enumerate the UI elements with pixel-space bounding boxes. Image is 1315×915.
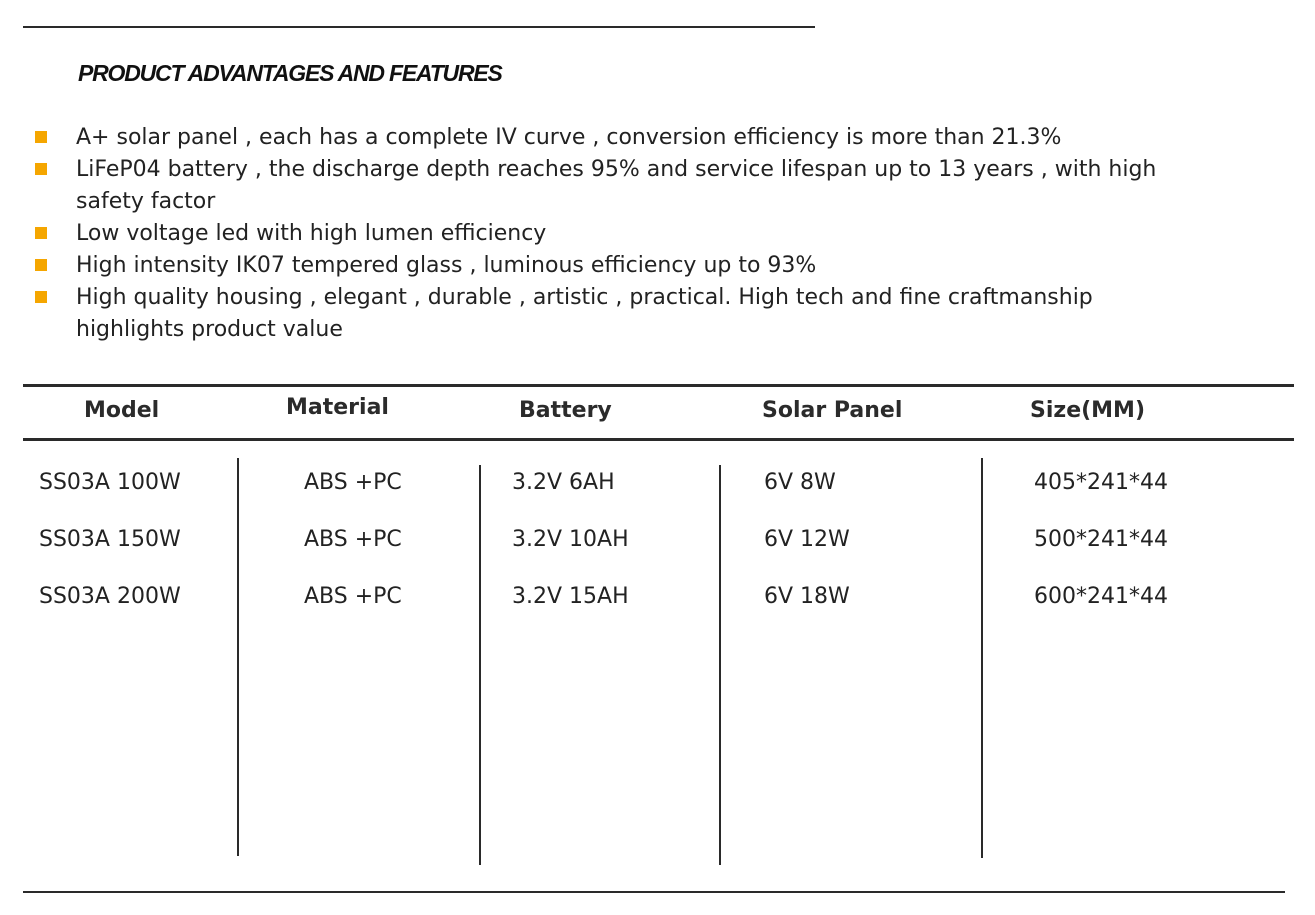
feature-text: LiFeP04 battery , the discharge depth reaches 95% and service lifespan up to 13 years , with high safety factor <box>76 157 1157 214</box>
cell-material: ABS +PC <box>304 470 402 495</box>
cell-battery: 3.2V 15AH <box>512 584 629 609</box>
table-header-rule <box>23 438 1294 441</box>
feature-item <box>0 218 1196 250</box>
cell-model: SS03A 150W <box>39 527 181 552</box>
cell-battery: 3.2V 10AH <box>512 527 629 552</box>
section-heading: PRODUCT ADVANTAGES AND FEATURES <box>78 60 502 86</box>
feature-list <box>0 122 1315 346</box>
column-divider <box>981 458 983 858</box>
feature-text: Low voltage led with high lumen efficiency <box>76 221 547 246</box>
cell-battery: 3.2V 6AH <box>512 470 615 495</box>
cell-model: SS03A 100W <box>39 470 181 495</box>
feature-item <box>0 282 1196 346</box>
cell-solar-panel: 6V 12W <box>764 527 850 552</box>
feature-item <box>0 154 1196 218</box>
feature-text: A+ solar panel , each has a complete IV curve , conversion efficiency is more than 21.3% <box>76 125 1062 150</box>
column-divider <box>237 458 239 856</box>
bullet-square-icon <box>35 291 47 303</box>
bullet-square-icon <box>35 259 47 271</box>
column-header-size: Size(MM) <box>1030 398 1146 423</box>
table-top-rule <box>23 384 1294 387</box>
top-divider <box>23 26 815 28</box>
feature-text: High quality housing , elegant , durable , artistic , practical. High tech and fine craftmanship highlights product value <box>76 285 1093 342</box>
cell-material: ABS +PC <box>304 527 402 552</box>
feature-text: High intensity IK07 tempered glass , luminous efficiency up to 93% <box>76 253 817 278</box>
cell-material: ABS +PC <box>304 584 402 609</box>
bullet-square-icon <box>35 163 47 175</box>
cell-solar-panel: 6V 8W <box>764 470 836 495</box>
column-divider <box>719 465 721 865</box>
column-header-model: Model <box>84 398 160 423</box>
cell-size: 500*241*44 <box>1034 527 1168 552</box>
column-header-battery: Battery <box>519 398 612 423</box>
cell-size: 405*241*44 <box>1034 470 1168 495</box>
bullet-square-icon <box>35 227 47 239</box>
column-divider <box>479 465 481 865</box>
cell-model: SS03A 200W <box>39 584 181 609</box>
cell-size: 600*241*44 <box>1034 584 1168 609</box>
feature-item <box>0 122 1196 154</box>
table-bottom-rule <box>23 891 1285 893</box>
feature-item <box>0 250 1196 282</box>
column-header-material: Material <box>286 395 389 420</box>
bullet-square-icon <box>35 131 47 143</box>
cell-solar-panel: 6V 18W <box>764 584 850 609</box>
column-header-solar-panel: Solar Panel <box>762 398 903 423</box>
